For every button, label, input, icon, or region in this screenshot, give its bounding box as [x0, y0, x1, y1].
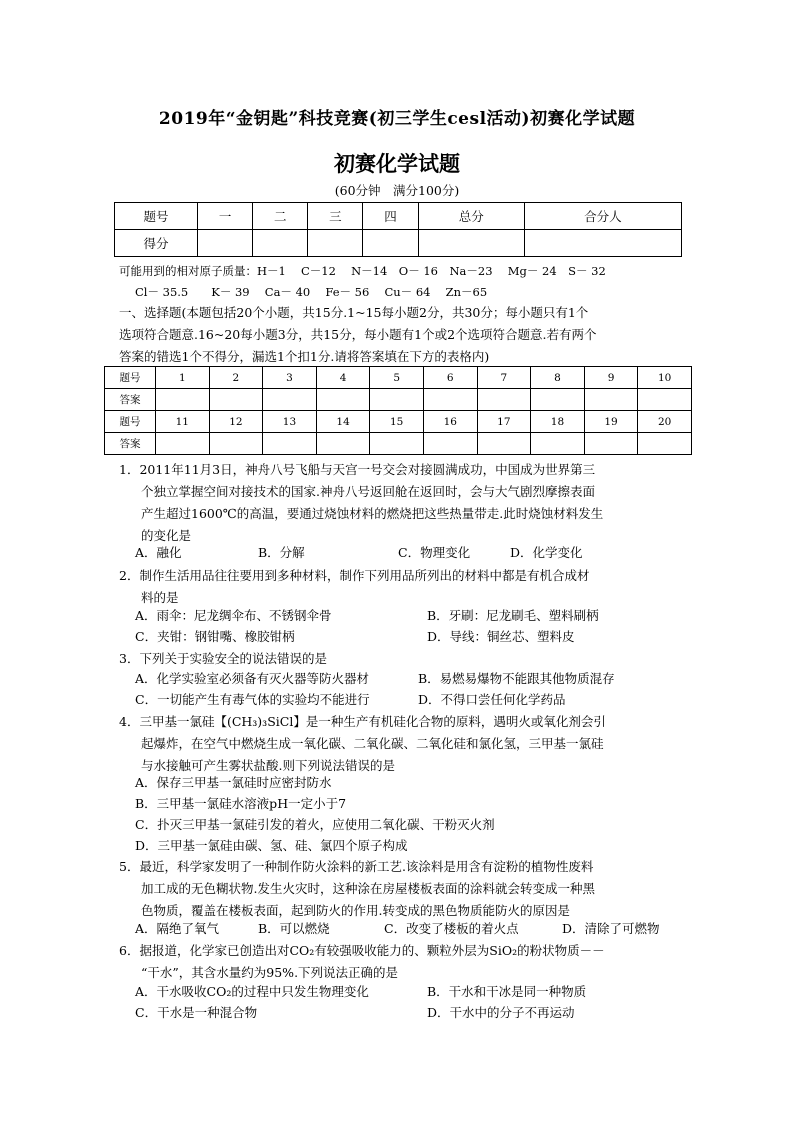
answer-blank-cell — [584, 389, 638, 411]
atomic-mass-line-2: Cl－ 35.5 K－ 39 Ca－ 40 Fe－ 56 Cu－ 64 Zn－65 — [135, 285, 488, 299]
exam-time-note: (60分钟 满分100分) — [334, 183, 460, 198]
question-number-cell: 13 — [263, 411, 317, 433]
question-number-cell: 16 — [423, 411, 477, 433]
score-table-header-row — [115, 203, 682, 230]
question-5-option-d: D．清除了可燃物 — [562, 921, 660, 936]
answer-row-label: 答案 — [105, 389, 156, 411]
question-number-cell: 17 — [477, 411, 531, 433]
answer-blank-cell — [156, 433, 210, 455]
answer-table — [104, 366, 692, 455]
question-4-option-c: C．扑灭三甲基一氯硅引发的着火，应使用二氧化碳、干粉灭火剂 — [135, 817, 495, 832]
question-number-cell: 14 — [316, 411, 370, 433]
question-1-stem — [119, 459, 691, 547]
answer-blank-cell — [638, 389, 692, 411]
question-4-option-b: B．三甲基一氯硅水溶液pH一定小于7 — [135, 796, 347, 811]
question-3-option-d: D．不得口尝任何化学药品 — [418, 692, 566, 707]
score-header-cell: 题号 — [115, 203, 198, 230]
answer-blank-cell — [423, 389, 477, 411]
question-6-option-d: D．干水中的分子不再运动 — [427, 1005, 575, 1020]
score-header-cell: 合分人 — [524, 203, 681, 230]
score-header-cell: 总分 — [418, 203, 524, 230]
question-line: 4．三甲基一氯硅【(CH₃)₃SiCl】是一种生产有机硅化合物的原料，遇明火或氧化剂会引 — [119, 714, 606, 729]
question-number-cell: 12 — [209, 411, 263, 433]
instruction-line: 答案的错选1个不得分，漏选1个扣1分.请将答案填在下方的表格内) — [119, 349, 490, 364]
score-row-label: 得分 — [115, 230, 198, 257]
exam-main-title: 2019年“金钥匙”科技竞赛(初三学生cesl活动)初赛化学试题 — [158, 109, 636, 129]
question-number-cell: 6 — [423, 367, 477, 389]
question-4-option-d: D．三甲基一氯硅由碳、氢、硅、氯四个原子构成 — [135, 838, 408, 853]
score-header-cell: 二 — [253, 203, 308, 230]
question-2-stem — [119, 565, 691, 609]
question-line: 加工成的无色糊状物.发生火灾时，这种涂在房屋楼板表面的涂料就会转变成一种黑 — [141, 881, 595, 896]
question-number-cell: 15 — [370, 411, 424, 433]
score-header-cell: 三 — [308, 203, 363, 230]
question-number-cell: 20 — [638, 411, 692, 433]
question-1-option-b: B．分解 — [258, 545, 305, 560]
answer-blank-cell — [531, 389, 585, 411]
question-5-option-b: B．可以燃烧 — [258, 921, 330, 936]
question-number-cell: 18 — [531, 411, 585, 433]
question-2-option-c: C．夹钳：钢钳嘴、橡胶钳柄 — [135, 629, 295, 644]
atomic-mass-line-1: 可能用到的相对原子质量：H－1 C－12 N－14 O－ 16 Na－23 Mg－ 24 S－ 32 — [119, 264, 606, 278]
score-blank-cell — [524, 230, 681, 257]
question-number-cell: 8 — [531, 367, 585, 389]
section-one-instructions — [119, 302, 679, 368]
answer-blank-cell — [477, 433, 531, 455]
score-blank-cell — [253, 230, 308, 257]
question-2-option-d: D．导线：铜丝芯、塑料皮 — [427, 629, 575, 644]
question-3-option-b: B．易燃易爆物不能跟其他物质混存 — [418, 671, 615, 686]
question-4-stem — [119, 711, 691, 777]
question-2-option-b: B．牙刷：尼龙刷毛、塑料刷柄 — [427, 608, 599, 623]
answer-row-label: 题号 — [105, 411, 156, 433]
question-line: 产生超过1600℃的高温，要通过烧蚀材料的燃烧把这些热量带走.此时烧蚀材料发生 — [141, 506, 604, 521]
question-line: 2．制作生活用品往往要用到多种材料，制作下列用品所列出的材料中都是有机合成材 — [119, 568, 590, 583]
question-6-option-a: A．干水吸收CO₂的过程中只发生物理变化 — [135, 984, 369, 999]
question-6-option-b: B．干水和干冰是同一种物质 — [427, 984, 587, 999]
score-blank-cell — [363, 230, 418, 257]
question-number-cell: 7 — [477, 367, 531, 389]
question-line: 的变化是 — [141, 528, 192, 543]
answer-blank-cell — [209, 433, 263, 455]
score-blank-cell — [308, 230, 363, 257]
question-3-option-c: C．一切能产生有毒气体的实验均不能进行 — [135, 692, 370, 707]
score-table-score-row — [115, 230, 682, 257]
instruction-line: 选项符合题意.16~20每小题3分，共15分，每小题有1个或2个选项符合题意.若有两个 — [119, 327, 597, 342]
question-number-cell: 10 — [638, 367, 692, 389]
question-number-cell: 9 — [584, 367, 638, 389]
answer-blank-cell — [156, 389, 210, 411]
question-1-option-a: A．融化 — [135, 545, 182, 560]
score-blank-cell — [418, 230, 524, 257]
question-number-cell: 3 — [263, 367, 317, 389]
score-table — [114, 202, 682, 257]
question-number-cell: 4 — [316, 367, 370, 389]
question-1-option-c: C．物理变化 — [398, 545, 471, 560]
question-4-option-a: A．保存三甲基一氯硅时应密封防水 — [135, 775, 332, 790]
question-line: 料的是 — [141, 590, 179, 605]
question-3-option-a: A．化学实验室必须备有灭火器等防火器材 — [135, 671, 370, 686]
question-line: 个独立掌握空间对接技术的国家.神舟八号返回舱在返回时，会与大气剧烈摩擦表面 — [141, 484, 595, 499]
answer-blank-cell — [423, 433, 477, 455]
question-line: 3．下列关于实验安全的说法错误的是 — [119, 651, 327, 666]
score-blank-cell — [198, 230, 253, 257]
question-5-option-c: C．改变了楼板的着火点 — [384, 921, 519, 936]
question-5-stem — [119, 856, 691, 922]
answer-blank-cell — [209, 389, 263, 411]
answer-number-row — [105, 411, 692, 433]
answer-blank-row — [105, 433, 692, 455]
question-6-option-c: C．干水是一种混合物 — [135, 1005, 258, 1020]
question-6-stem — [119, 940, 691, 984]
score-header-cell: 四 — [363, 203, 418, 230]
question-2-option-a: A．雨伞：尼龙绸伞布、不锈钢伞骨 — [135, 608, 332, 623]
question-number-cell: 2 — [209, 367, 263, 389]
question-number-cell: 11 — [156, 411, 210, 433]
answer-blank-cell — [477, 389, 531, 411]
question-line: 6．据报道，化学家已创造出对CO₂有较强吸收能力的、颗粒外层为SiO₂的粉状物质－－ — [119, 943, 605, 958]
answer-blank-cell — [531, 433, 585, 455]
question-line: 1．2011年11月3日，神舟八号飞船与天宫一号交会对接圆满成功，中国成为世界第三 — [119, 462, 596, 477]
question-number-cell: 5 — [370, 367, 424, 389]
question-line: 与水接触可产生雾状盐酸.则下列说法错误的是 — [141, 758, 395, 773]
answer-blank-cell — [263, 433, 317, 455]
answer-blank-row — [105, 389, 692, 411]
score-header-cell: 一 — [198, 203, 253, 230]
question-line: “干水”，其含水量约为95%.下列说法正确的是 — [141, 965, 399, 980]
answer-blank-cell — [370, 389, 424, 411]
question-5-option-a: A．隔绝了氧气 — [135, 921, 220, 936]
question-number-cell: 19 — [584, 411, 638, 433]
instruction-line: 一、选择题(本题包括20个小题，共15分.1~15每小题2分，共30分；每小题只有1个 — [119, 305, 589, 320]
question-3-stem — [119, 648, 691, 670]
question-1-option-d: D．化学变化 — [510, 545, 583, 560]
answer-blank-cell — [584, 433, 638, 455]
answer-blank-cell — [638, 433, 692, 455]
answer-blank-cell — [316, 433, 370, 455]
exam-sub-title: 初赛化学试题 — [334, 151, 460, 176]
question-line: 色物质，覆盖在楼板表面，起到防火的作用.转变成的黑色物质能防火的原因是 — [141, 903, 570, 918]
answer-row-label: 题号 — [105, 367, 156, 389]
question-line: 5．最近，科学家发明了一种制作防火涂料的新工艺.该涂料是用含有淀粉的植物性废料 — [119, 859, 594, 874]
answer-blank-cell — [263, 389, 317, 411]
answer-row-label: 答案 — [105, 433, 156, 455]
answer-blank-cell — [370, 433, 424, 455]
question-line: 起爆炸，在空气中燃烧生成一氧化碳、二氧化碳、二氧化硅和氯化氢，三甲基一氯硅 — [141, 736, 604, 751]
answer-number-row — [105, 367, 692, 389]
question-number-cell: 1 — [156, 367, 210, 389]
answer-blank-cell — [316, 389, 370, 411]
